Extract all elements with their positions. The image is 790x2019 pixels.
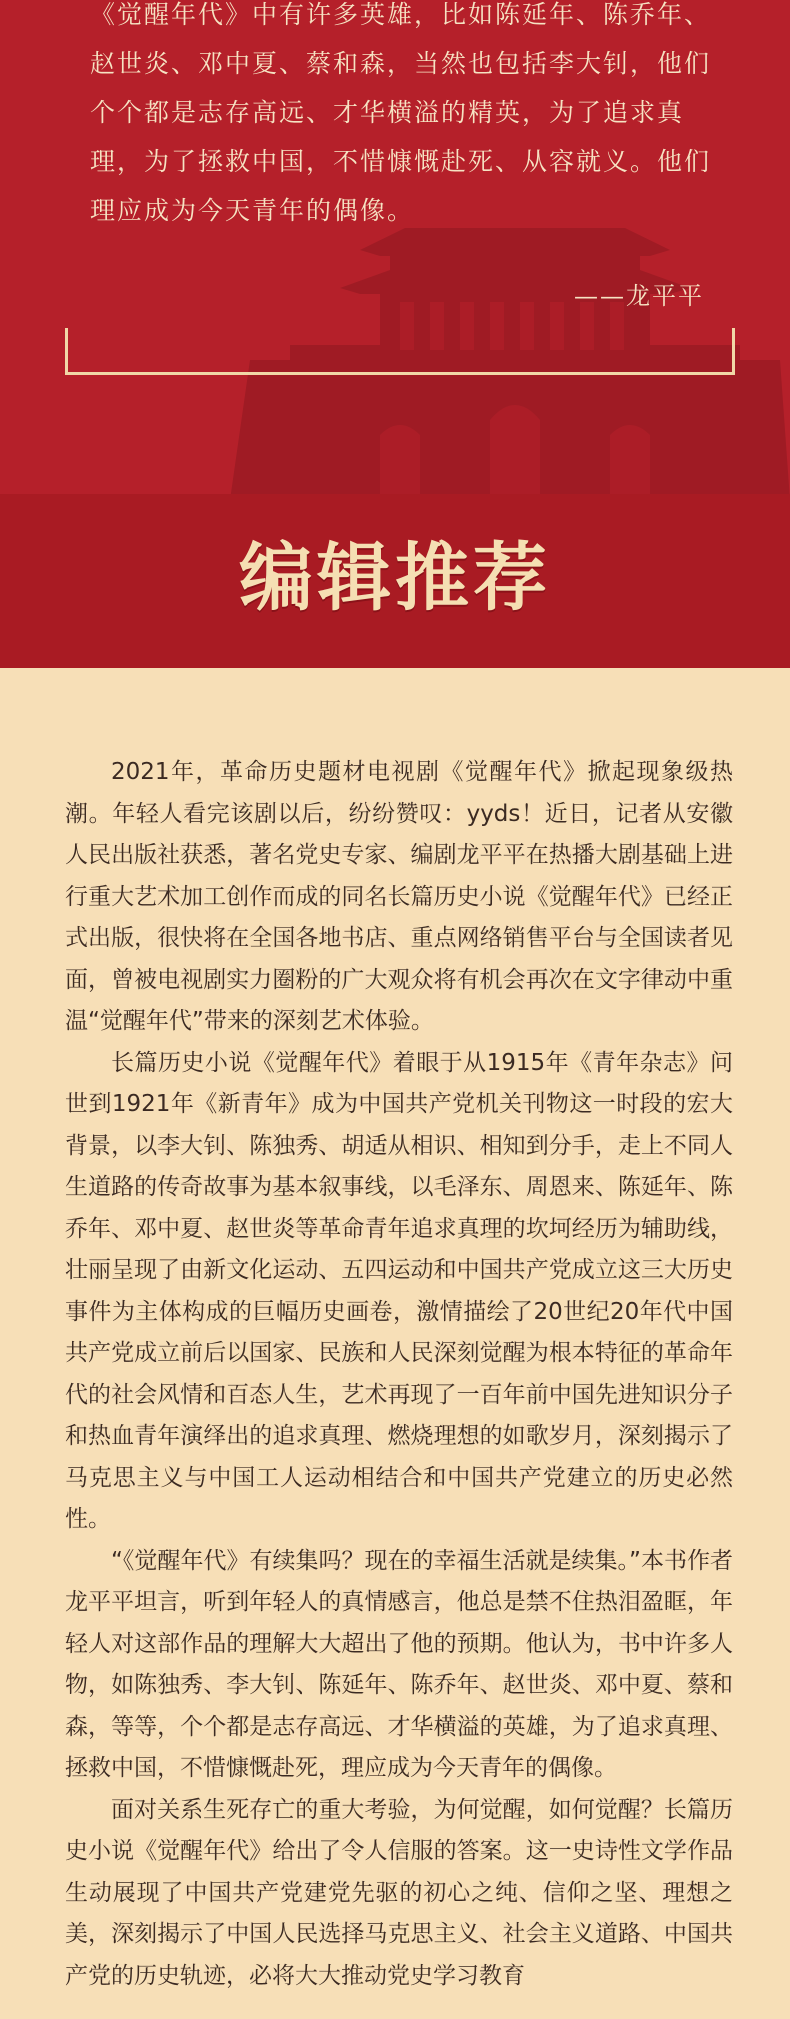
- quote-attribution: ——龙平平: [574, 282, 704, 310]
- quote-section: [0, 0, 790, 494]
- article-paragraph: 面对关系生死存亡的重大考验，为何觉醒，如何觉醒？长篇历史小说《觉醒年代》给出了令人信服的答案。这一史诗性文学作品生动展现了中国共产党建党先驱的初心之纯、信仰之坚、理想之美，深刻揭示了中国人民选择马克思主义、社会主义道路、中国共产党的历史轨迹，必将大大推动党史学习教育: [65, 1796, 733, 1989]
- article-paragraph: “《觉醒年代》有续集吗？现在的幸福生活就是续集。”本书作者龙平平坦言，听到年轻人的真情感言，他总是禁不住热泪盈眶，年轻人对这部作品的理解大大超出了他的预期。他认为，书中许多人物，如陈独秀、李大钊、陈延年、陈乔年、赵世炎、邓中夏、蔡和森，等等，个个都是志存高远、才华横溢的英雄，为了追求真理、拯救中国，不惜慷慨赴死，理应成为今天青年的偶像。: [65, 1547, 733, 1781]
- section-header: [0, 494, 790, 668]
- quote-bracket-frame: [65, 328, 735, 375]
- article-paragraph: 2021年，革命历史题材电视剧《觉醒年代》掀起现象级热潮。年轻人看完该剧以后，纷纷赞叹：yyds！近日，记者从安徽人民出版社获悉，著名党史专家、编剧龙平平在热播大剧基础上进行重大艺术加工创作而成的同名长篇历史小说《觉醒年代》已经正式出版，很快将在全国各地书店、重点网络销售平台与全国读者见面，曾被电视剧实力圈粉的广大观众将有机会再次在文字律动中重温“觉醒年代”带来的深刻艺术体验。: [65, 759, 733, 1034]
- article-paragraph: 长篇历史小说《觉醒年代》着眼于从1915年《青年杂志》问世到1921年《新青年》成为中国共产党机关刊物这一时段的宏大背景，以李大钊、陈独秀、胡适从相识、相知到分手，走上不同人生道路的传奇故事为基本叙事线，以毛泽东、周恩来、陈延年、陈乔年、邓中夏、赵世炎等革命青年追求真理的坎坷经历为辅助线，壮丽呈现了由新文化运动、五四运动和中国共产党成立这三大历史事件为主体构成的巨幅历史画卷，激情描绘了20世纪20年代中国共产党成立前后以国家、民族和人民深刻觉醒为根本特征的革命年代的社会风情和百态人生，艺术再现了一百年前中国先进知识分子和热血青年演绎出的追求真理、燃烧理想的如歌岁月，深刻揭示了马克思主义与中国工人运动相结合和中国共产党建立的历史必然性。: [65, 1049, 733, 1532]
- section-title: 编辑推荐: [239, 535, 551, 621]
- quote-text: 《觉醒年代》中有许多英雄，比如陈延年、陈乔年、赵世炎、邓中夏、蔡和森，当然也包括李大钊，他们个个都是志存高远、才华横溢的精英，为了追求真理，为了拯救中国，不惜慷慨赴死、从容就义。他们理应成为今天青年的偶像。: [90, 0, 712, 225]
- article-body: [65, 752, 733, 1997]
